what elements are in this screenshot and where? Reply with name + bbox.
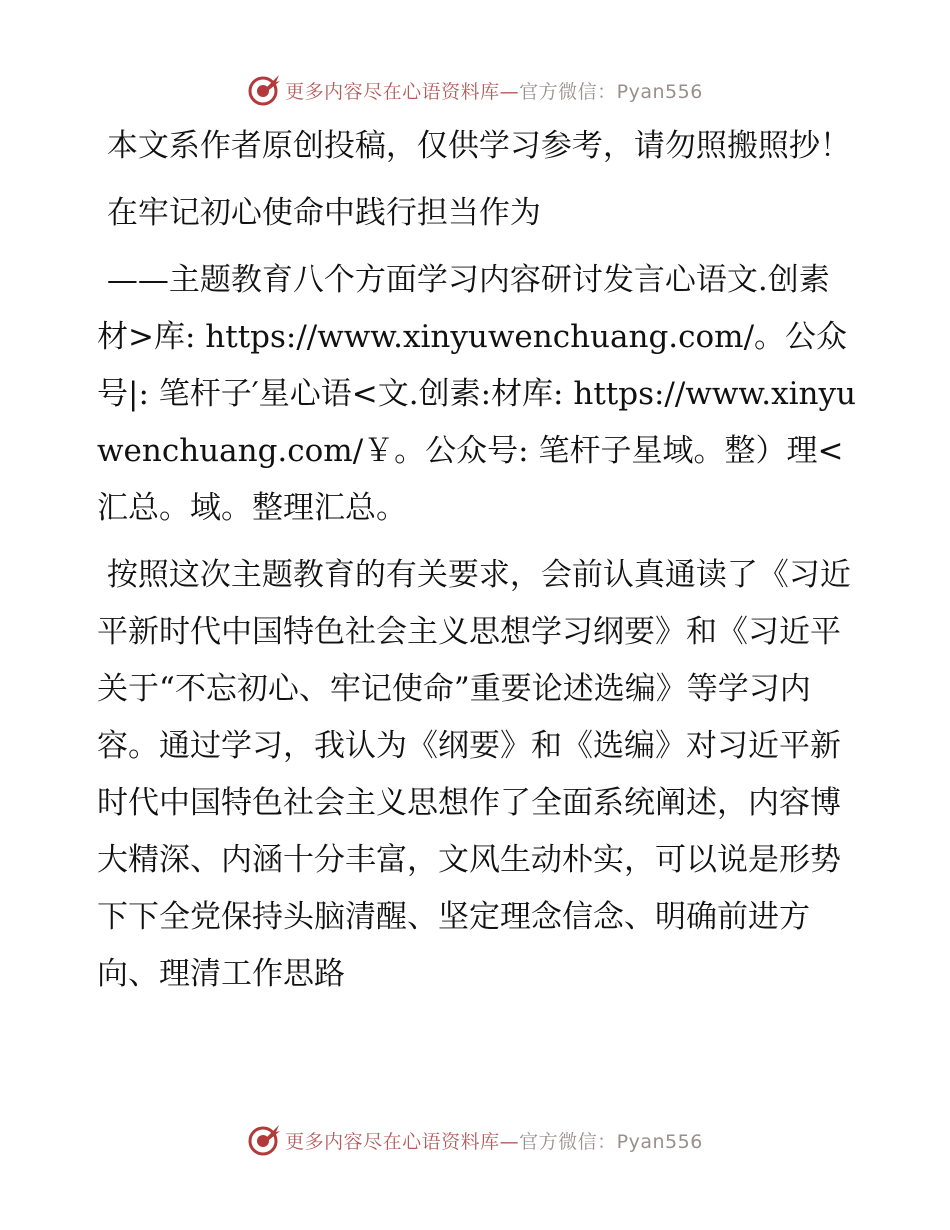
quill-logo-icon	[247, 73, 281, 107]
document-subtitle: ——主题教育八个方面学习内容研讨发言心语文.创素材>库: https://www.xinyuwenchuang.com/。公众号|: 笔杆子′星心语<文.创素:材库: https://www.xinyuwenchuang.com/￥。公众号: 笔杆子星域。整）理<汇总。域。整理汇总。	[97, 262, 856, 526]
banner-wechat: 官方微信：Pyan556	[519, 80, 703, 103]
banner-wechat: 官方微信：Pyan556	[519, 1130, 703, 1153]
quill-logo-icon	[247, 1123, 281, 1157]
document-body	[97, 118, 857, 1011]
body-paragraph: 按照这次主题教育的有关要求，会前认真通读了《习近平新时代中国特色社会主义思想学习纲要》和《习近平关于“不忘初心、牢记使命”重要论述选编》等学习内容。通过学习，我认为《纲要》和《选编》对习近平新时代中国特色社会主义思想作了全面系统阐述，内容博大精深、内涵十分丰富，文风生动朴实，可以说是形势下下全党保持头脑清醒、坚定理念信念、明确前进方向、理清工作思路	[97, 557, 851, 992]
footer-watermark-banner	[0, 1120, 950, 1160]
banner-text: 更多内容尽在心语资料库—官方微信：Pyan556	[285, 1130, 703, 1153]
banner-text: 更多内容尽在心语资料库—官方微信：Pyan556	[285, 80, 703, 103]
header-watermark-banner	[0, 70, 950, 110]
notice-paragraph: 本文系作者原创投稿，仅供学习参考，请勿照搬照抄！	[97, 128, 851, 164]
document-title: 在牢记初心使命中践行担当作为	[97, 195, 541, 231]
